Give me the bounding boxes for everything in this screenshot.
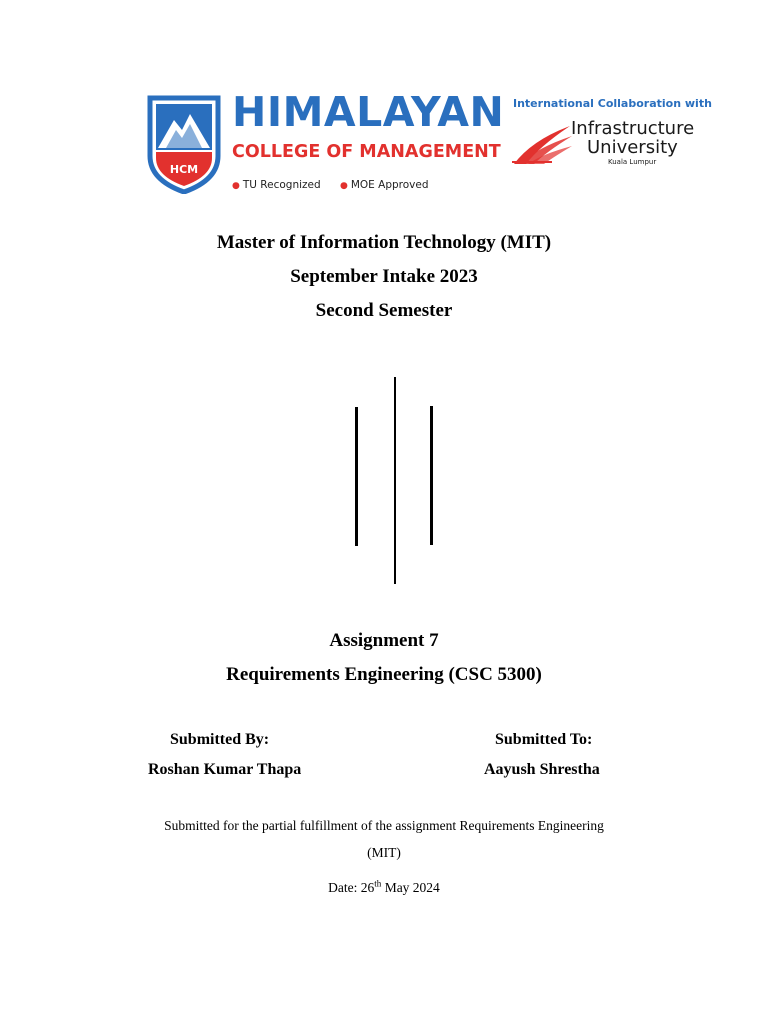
header-logos [140, 88, 712, 202]
tag-moe: MOE Approved [350, 179, 429, 191]
submitted-to-name: Aayush Shrestha [484, 761, 600, 778]
submitted-to-label: Submitted To: [495, 731, 593, 748]
partner-name-line1: Infrastructure [571, 118, 695, 139]
program-semester: Second Semester [315, 300, 453, 321]
infrastructure-university-logo-icon [512, 120, 574, 166]
fulfillment-note: Submitted for the partial fulfillment of the assignment Requirements Engineering [164, 818, 604, 833]
bullet-icon: ● [340, 181, 348, 191]
college-name: HIMALAYAN [232, 88, 505, 136]
hcm-shield-logo [144, 94, 224, 194]
partner-name-line2: University [587, 137, 678, 158]
college-subtitle: COLLEGE OF MANAGEMENT [232, 142, 501, 162]
decorative-bar-right [430, 406, 433, 545]
date-ordinal: th [374, 878, 382, 889]
program-title: Master of Information Technology (MIT) [216, 232, 552, 253]
partner-city: Kuala Lumpur [608, 158, 657, 166]
submitted-by-label: Submitted By: [170, 731, 270, 748]
submission-date [0, 880, 768, 896]
decorative-bar-middle [394, 377, 396, 584]
collaboration-text: International Collaboration with [513, 97, 712, 110]
course-title: Requirements Engineering (CSC 5300) [226, 664, 542, 685]
program-intake: September Intake 2023 [290, 266, 478, 287]
fulfillment-note-program: (MIT) [367, 845, 401, 860]
submitted-by-name: Roshan Kumar Thapa [148, 761, 302, 778]
tag-tu: TU Recognized [242, 179, 321, 191]
accreditation-tags [232, 180, 445, 191]
shield-text: HCM [169, 163, 199, 176]
decorative-bar-left [355, 407, 358, 546]
bullet-icon: ● [232, 181, 240, 191]
assignment-title: Assignment 7 [329, 630, 439, 651]
date-month-year: May 2024 [381, 880, 440, 895]
date-prefix: Date: 26 [328, 880, 375, 895]
